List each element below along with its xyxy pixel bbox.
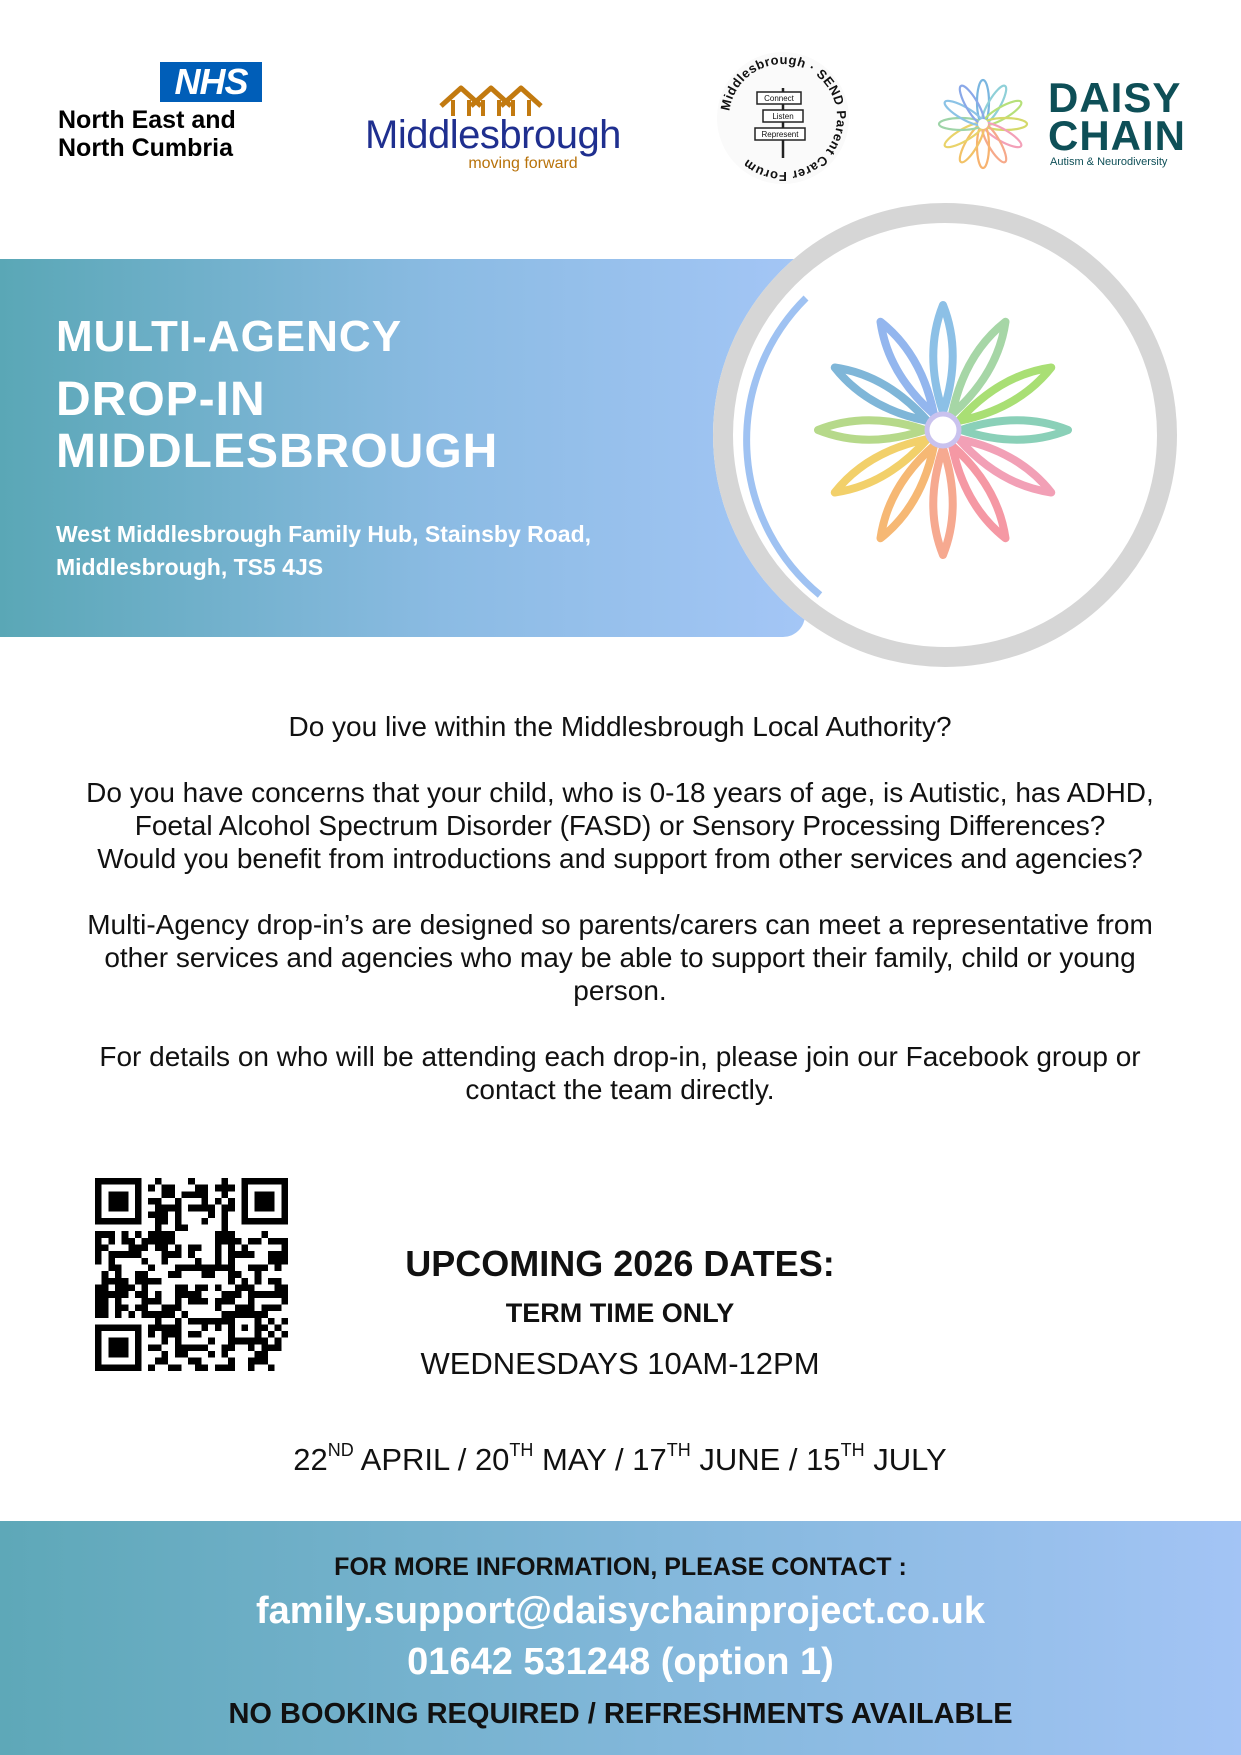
daisy-subtitle: Autism & Neurodiversity (1050, 156, 1168, 168)
daisy-wordmark-line1: DAISY (1048, 74, 1182, 121)
svg-text:Represent: Represent (761, 130, 799, 139)
middlesbrough-tagline: moving forward (468, 155, 578, 172)
svg-text:Middlesbrough · SEND Parent Ca: Middlesbrough · SEND Parent Carer Forum (717, 51, 850, 185)
term-time-only-label: TERM TIME ONLY (505, 1298, 735, 1328)
day-time-label: WEDNESDAYS 10AM-12PM (420, 1346, 820, 1381)
daisy-wordmark-line2: CHAIN (1048, 112, 1186, 159)
venue-address (56, 518, 676, 584)
qr-code[interactable] (95, 1178, 288, 1371)
upcoming-dates-heading: UPCOMING 2026 DATES: (405, 1243, 835, 1284)
contact-label: FOR MORE INFORMATION, PLEASE CONTACT : (334, 1553, 907, 1581)
body-copy (60, 710, 1180, 1106)
date-item: 15TH JULY (806, 1440, 947, 1477)
booking-refreshments-note: NO BOOKING REQUIRED / REFRESHMENTS AVAILABLE (228, 1698, 1013, 1730)
dates-list: 22ND APRIL / 20TH MAY / 17TH JUNE / 15TH JULY (293, 1440, 947, 1477)
hero-title-line1: MULTI-AGENCY (56, 312, 403, 361)
question-local-authority: Do you live within the Middlesbrough Local Authority? (288, 711, 952, 742)
contact-phone-link[interactable]: 01642 531248 (option 1) (407, 1641, 834, 1683)
svg-text:Connect: Connect (764, 94, 794, 103)
nhs-trust-name-line2: North Cumbria (58, 134, 233, 162)
date-item: 17TH JUNE (632, 1440, 781, 1477)
question-concerns: Do you have concerns that your child, who is 0-18 years of age, is Autistic, has ADHD, Foetal Alcohol Spectrum Disorder (FASD) or Sensory Processing Differences? (86, 777, 1154, 841)
venue-address-line2: Middlesbrough, TS5 4JS (56, 554, 324, 580)
nhs-logo (58, 62, 263, 162)
rooftops-icon (433, 82, 553, 116)
daisy-flower-icon (933, 74, 1033, 174)
middlesbrough-wordmark: Middlesbrough (365, 113, 621, 157)
flower-ring-graphic (700, 190, 1190, 680)
date-item: 22ND APRIL (293, 1440, 450, 1477)
venue-address-line1: West Middlesbrough Family Hub, Stainsby Road, (56, 521, 592, 547)
nhs-badge: NHS (160, 62, 262, 102)
svg-text:Listen: Listen (772, 112, 794, 121)
paragraph-purpose: Multi-Agency drop-in’s are designed so parents/carers can meet a representative from other services and agencies who may be able to support their family, child or young person. (87, 909, 1153, 1006)
paragraph-details: For details on who will be attending each drop-in, please join our Facebook group or contact the team directly. (99, 1041, 1141, 1105)
date-item: 20TH MAY (474, 1440, 607, 1477)
question-benefit: Would you benefit from introductions and support from other services and agencies? (97, 843, 1143, 874)
send-parent-carer-forum-logo (713, 48, 853, 188)
daisy-chain-logo (933, 74, 1193, 174)
middlesbrough-logo (358, 82, 628, 173)
contact-email-link[interactable]: family.support@daisychainproject.co.uk (256, 1590, 985, 1632)
nhs-trust-name-line1: North East and (58, 106, 236, 134)
hero-title-line2: DROP-IN MIDDLESBROUGH (56, 373, 499, 478)
